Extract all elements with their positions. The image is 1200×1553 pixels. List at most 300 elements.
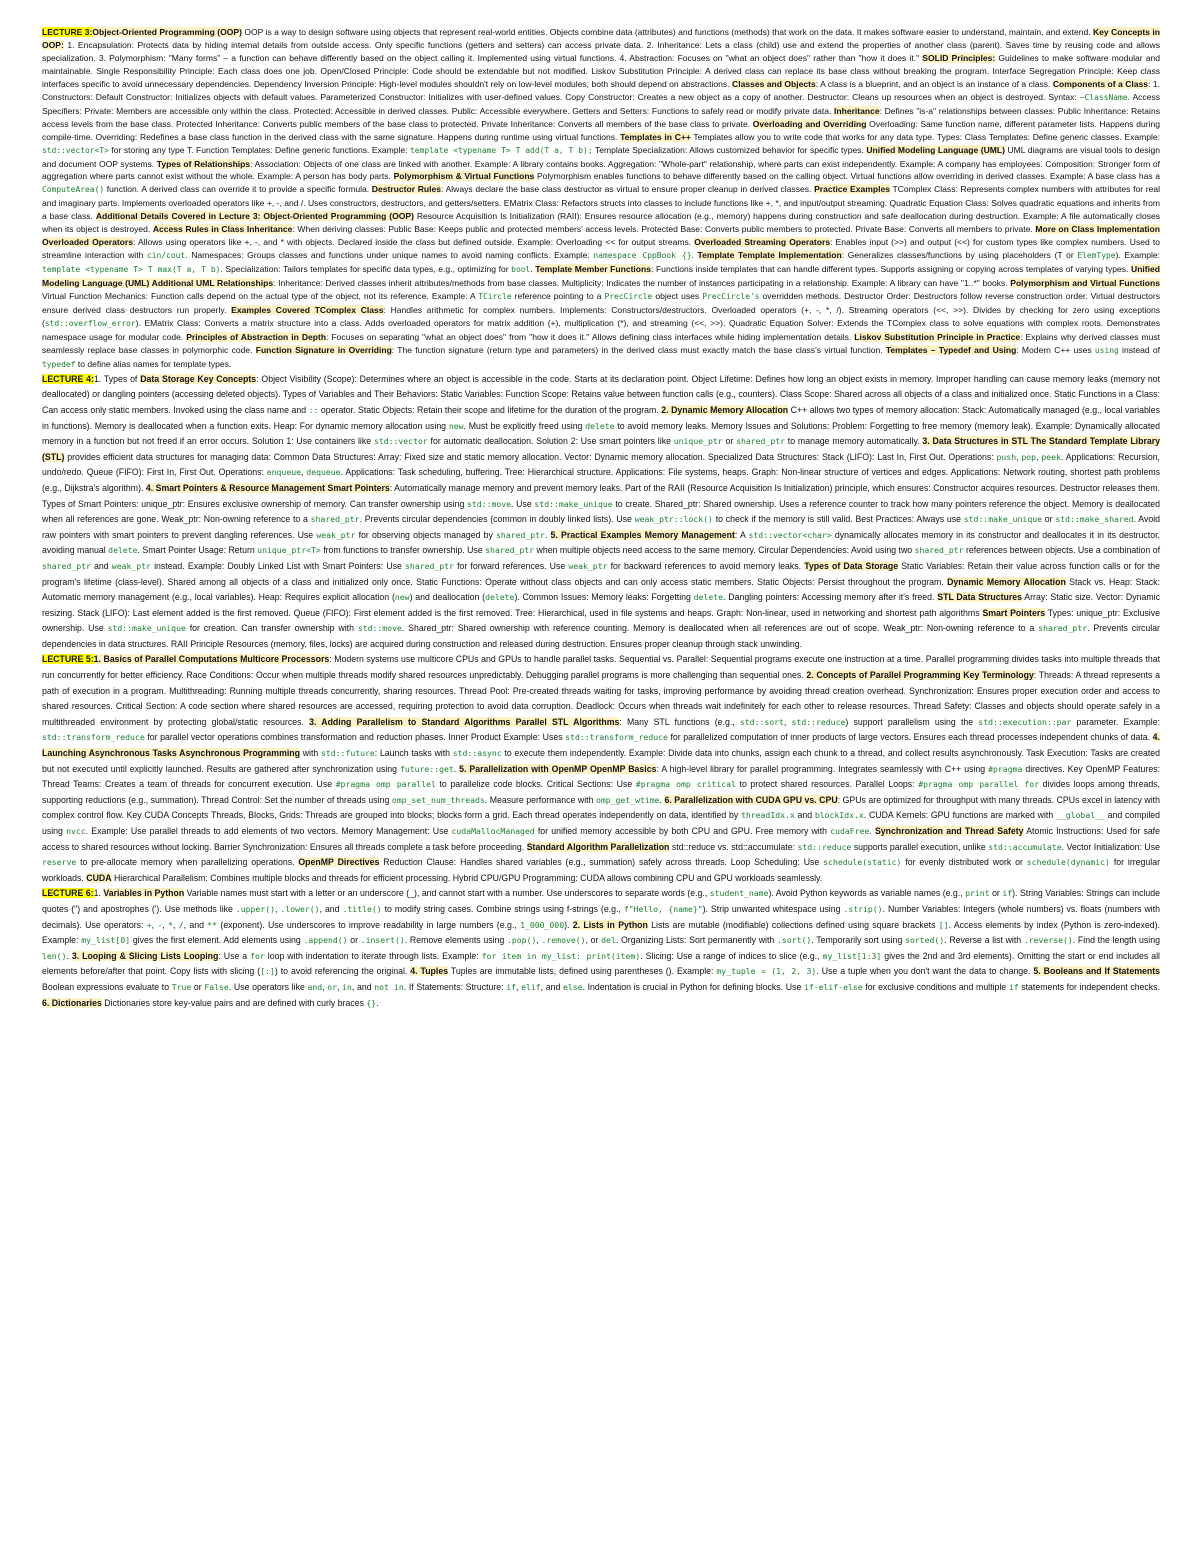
body-text: ). [564,919,573,930]
body-text: to protect shared resources. Parallel Loops: [735,779,919,790]
body-text: and [794,810,815,821]
code-snippet: std::sort [739,716,784,727]
section-heading: Unified Modeling Language (UML) Additional UML Relationships [42,264,1160,289]
code-snippet: in [342,981,352,992]
body-text: Overloading: Same function name, different parameter lists. Happens during compile-time. Overriding: Redefines a base class function in the derived class with the same signature. Happens during runtime using virtual functions. [42,118,1160,142]
section-heading: 3. Data Structures in STL The Standard Template Library (STL) [42,436,1160,462]
code-snippet: delete [693,592,724,603]
code-snippet: std::make_unique [534,498,613,509]
section-heading: Liskov Substitution Principle in Practice [854,331,1021,342]
code-snippet: shared_ptr [1038,623,1088,634]
body-text: : Association: Objects of one class are linked with another. Example: A library contains books. Aggregation: "Whole-part" relationship, where parts can exist independently. Example: A company has employees. Composition: Stronger form of aggregation where parts cannot exist without the whole. Example: A person has body parts. [42,158,1160,182]
body-text: or [347,935,361,946]
body-text: : Allows using operators like +, -, and * with objects. Declared inside the class but defined outside. Example: Overloading << for output streams. [132,237,695,248]
section-heading: Templates in C++ [620,131,691,142]
code-snippet: .upper() [235,903,275,914]
body-text: 1. [93,888,104,899]
body-text: : Modern C++ uses [1016,344,1095,355]
body-text: Variable names must start with a letter or an underscore (_), and cannot start with a number. Use underscores to separate words (e.g., [184,888,710,899]
code-snippet: threadIdx.x [740,810,795,821]
code-snippet: PrecCircle's [702,292,760,302]
code-snippet: template <typename T> T add(T a, T b); [410,145,593,155]
body-text: . Access elements by index (Python is zero-indexed). Example: [42,919,1160,946]
code-snippet: std::overflow_error [44,318,136,328]
body-text: . Dangling pointers: Accessing memory after it's freed. [723,592,938,603]
code-snippet: typedef [42,359,76,369]
code-snippet: and [307,981,323,992]
body-text: , and [351,981,375,992]
section-heading: OpenMP Directives [298,857,380,868]
section-heading: Overloaded Streaming Operators [694,237,831,248]
body-text: statements for independent checks. [1018,981,1160,992]
code-snippet: len() [42,950,67,961]
body-text: operator. Static Objects: Retain their scope and lifetime for the duration of the program. [318,404,662,415]
code-snippet: my_list[0] [81,935,131,946]
lecture-5-section [42,652,1160,886]
body-text: Lists are mutable (modifiable) collections defined using square brackets [647,919,939,930]
body-text: Hierarchical Parallelism: Combines multiple blocks and threads for efficient processing. Hybrid CPU/GPU Programming: CUDA allows combining CPU and GPU workloads seamlessly. [111,872,823,883]
body-text: to avoid memory leaks. Memory Issues and Solutions: Problem: Forgetting to free memory (memory leak). Example: Dynamically allocated memory in a function but not freed if an error occurs. Solution 1: Use containers like [42,420,1160,447]
section-heading: Dynamic Memory Allocation [947,576,1066,587]
body-text: from functions to transfer ownership. Use [320,545,486,556]
body-text: Reduction Clause: Handles shared variables (e.g., summation) safely across threads. Loop Scheduling: Use [379,857,824,868]
section-heading: 3. Looping & Slicing Lists Looping [71,950,219,961]
body-text: ). Common Issues: Memory leaks: Forgetting [514,592,694,603]
code-snippet: schedule(dynamic) [1026,857,1110,868]
body-text: gives the 2nd and 3rd elements). Omitting the start or end includes all elements before/after that point. Copy lists with slicing ( [42,950,1160,977]
code-snippet: not in [374,981,404,992]
body-text: . Example: Use parallel threads to add elements of two vectors. Memory Management: Use [85,826,452,836]
section-heading: 5. Practical Examples Memory Management [550,529,735,540]
code-snippet: bool [511,265,531,275]
body-text: Static Variables: Retain their value across function calls or for the program's lifetime (class-level). Shared among all objects of a class and initialized only once. Static Functions: Operate without class objects and can only access static members. Static Objects: Persist throughout the program. [42,560,1161,587]
section-heading: 4. Launching Asynchronous Tasks Asynchronous Programming [42,732,1160,759]
body-text: : GPUs are optimized for throughput with many threads. CPUs excel in latency with complex control flow. Key CUDA Concepts Threads, Blocks, Grids: Threads are grouped into blocks; blocks form a grid. Each thread operates independently on data, identified by [42,794,1160,821]
body-text: Types: unique_ptr: Exclusive ownership. Use [42,607,1160,634]
body-text: . Access Specifiers: Private: Members are accessible only within the class. Protected: Accessible in derived classes. Public: Accessible everywhere. Getters and Setters: Functions to safely read or modify private data. [42,91,1161,116]
section-heading: Template Member Functions [535,264,651,275]
code-snippet: if-elif-else [803,981,863,992]
section-heading: Smart Pointers [982,607,1046,618]
body-text: : A high-level library for parallel programming. Integrates seamlessly with C++ using [656,763,989,774]
body-text: ). Avoid Python keywords as variable names (e.g., [768,888,966,899]
body-text: , [1036,451,1042,462]
body-text: . Prevents circular dependencies in data structures. RAII Principle Resources (memory, files, locks) are acquired during construction and released during destruction. Ensures proper cleanup through stack unwinding. [42,623,1160,649]
body-text: : Enables input (>>) and output (<<) for custom types like complex numbers. Used to streamline interaction with [42,237,1160,261]
body-text: : Inheritance: Derived classes inherit attributes/methods from base classes. Multiplicity: Indicates the number of instances participating in a relationship. Example: A library can have "1..*" books. [273,278,1011,289]
code-snippet: .reverse() [1023,935,1073,946]
body-text: for forward references. Use [453,560,569,571]
body-text: . Use operators like [228,981,308,992]
section-heading: Variables in Python [103,888,185,899]
section-heading: Synchronization and Thread Safety [874,826,1024,836]
code-snippet: std::accumulate [988,841,1062,852]
section-heading: Template Template Implementation [697,250,842,261]
code-snippet: or [327,981,338,992]
section-heading: Types of Data Storage [804,560,899,571]
code-snippet: schedule(static) [823,857,902,868]
code-snippet: .remove() [541,935,586,946]
body-text: : Generalizes classes/functions by using placeholders (T or [841,250,1078,261]
code-snippet: delete [485,592,515,603]
section-heading: Access Rules in Class Inheritance [152,224,293,235]
body-text: to modify string cases. Combine strings using f-strings (e.g., [381,903,624,914]
section-heading: 4. Smart Pointers & Resource Management Smart Pointers [145,482,390,493]
section-heading: 1. Basics of Parallel Computations Multicore Processors [93,654,330,665]
body-text: ) and deallocation ( [409,592,486,603]
code-snippet: namespace CppBook {} [593,251,692,261]
section-heading: 2. Lists in Python [572,919,648,930]
code-snippet: PrecCircle [604,292,653,302]
code-snippet: using [1094,345,1119,355]
body-text: object uses [652,291,703,302]
code-snippet: std::vector<T> [42,145,109,155]
code-snippet: if [506,981,517,992]
body-text: UML diagrams are visual tools to design and document OOP systems. [42,144,1160,169]
body-text: gives the first element. Add elements using [130,935,304,946]
code-snippet: peek [1041,451,1061,462]
code-snippet: :: [308,404,319,415]
code-snippet: sorted() [905,935,945,946]
code-snippet: .insert() [360,935,405,946]
body-text: . Temporarily sort using [811,935,906,946]
body-text: instead. Example: Doubly Linked List with Smart Pointers: Use [150,560,406,571]
section-heading: 5. Parallelization with OpenMP OpenMP Basics [459,763,657,774]
code-snippet: nvcc [66,826,86,836]
body-text: Polymorphism enables functions to behave differently based on the calling object. Virtual functions allow overriding in derived classes. Example: A base class has a [534,171,1160,182]
body-text: or [191,981,205,992]
section-heading: Key Concepts in OOP: [42,27,1160,50]
section-heading: 6. Parallelization with CUDA GPU vs. CPU [664,794,838,805]
section-heading: Data Storage Key Concepts [140,373,257,384]
body-text: , [536,935,542,946]
code-snippet: cudaMallocManaged [451,826,535,836]
body-text: , [151,919,158,930]
code-snippet: std::make_shared [1055,514,1134,525]
body-text: directives. Key OpenMP Features: Thread Teams: Creates a team of threads for concurrent execution. Use [42,763,1160,790]
section-heading: Types of Relationships [156,158,251,169]
section-heading: Practice Examples [814,184,890,195]
code-snippet: / [178,919,184,930]
code-snippet: TCircle [478,292,512,302]
lecture-label: LECTURE 4: [42,373,94,384]
code-snippet: shared_ptr [405,560,454,571]
code-snippet: push [996,451,1017,462]
code-snippet: std::future [320,748,375,759]
code-snippet: - [157,919,163,930]
body-text: Resource Acquisition Is Initialization (RAII): Ensures resource allocation (e.g., memory) happens during construction and safe deallocation during destruction. Example: A file automatically closes when its object is destroyed. [42,211,1160,235]
body-text: , [275,903,281,914]
body-text: OOP is a way to design software using objects that represent real-world entities. Objects combine data (attributes) and functions (methods) that work on the data. It makes software easier to understand, maintain, and extend. [241,27,1093,37]
body-text: Dictionaries store key-value pairs and are defined with curly braces [101,997,367,1008]
body-text: . [376,997,379,1008]
body-text: C++ allows two types of memory allocation: Stack: Automatically managed (e.g., local variables in functions). Memory is deallocated when a function exits. Heap: For dynamic memory allocation using [42,404,1160,431]
body-text: . [869,826,875,836]
code-snippet: if [1002,888,1013,899]
body-text: Atomic Instructions: Used for safe access to shared resources without locking. Barrier Synchronization: Ensures all threads complete a task before proceeding. [42,826,1160,852]
code-snippet: std::async [452,748,502,759]
code-snippet: if [1008,981,1019,992]
body-text: , [162,919,169,930]
code-snippet: #pragma omp parallel for [918,779,1040,790]
body-text: , [322,981,328,992]
code-snippet: cin/cout [146,251,186,261]
body-text: . Find the length using [1072,935,1160,946]
code-snippet: del [601,935,616,946]
body-text: . Use [511,498,535,509]
body-text: . Indentation is crucial in Python for defining blocks. Use [582,981,804,992]
body-text: , [301,467,307,478]
lecture-4-section [42,372,1160,653]
code-snippet: True [171,981,192,992]
body-text: . Measure performance with [484,794,596,805]
body-text: , [172,919,179,930]
body-text: : Focuses on separating "what an object does" from "how it does it." Allows defining class interfaces while hiding implementation details. [326,331,855,342]
body-text: ). String Variables: Strings can include quotes (") and apostrophes ('). Use methods like [42,888,1161,914]
code-snippet: False [204,981,229,992]
section-heading: STL Data Structures [937,592,1022,603]
body-text: 1. Types of [93,373,141,384]
code-snippet: weak_ptr [316,529,356,540]
section-heading: Templates – Typedef and Using [885,344,1017,355]
body-text: for unified memory accessible by both CPU and GPU. Free memory with [534,826,831,836]
code-snippet: delete [585,420,615,431]
section-heading: Standard Algorithm Parallelization [526,841,670,852]
code-snippet: std::make_unique [963,514,1043,525]
body-text: , and [183,919,208,930]
code-snippet: + [146,919,152,930]
code-snippet: student_name [709,888,769,899]
body-text: Guidelines to make software modular and maintainable. Single Responsibility Principle: Each class does one job. Open/Closed Principle: Code should be extendable but not modified. Liskov Substitution Principle: A derived class can replace its base class without breaking the program. Interface Segregation Principle: Keep class interfaces specific to avoid unnecessary dependencies. Dependency Inversion Principle: High-level modules shouldn't rely on low-level modules; both should depend on abstractions. [42,52,1160,89]
body-text: : Defines "is-a" relationships between classes: Public Inheritance: Retains access levels from the base class. Protected Inheritance: Converts public members of the base class to protected. Private Inheritance: Converts all members of the base class to private. [42,105,1160,129]
code-snippet: #pragma [988,763,1023,774]
code-snippet: .strip() [843,903,883,914]
body-text: , [783,716,792,727]
code-snippet: print [965,888,990,899]
code-snippet: blockIdx.x [814,810,864,821]
body-text: . [659,794,665,805]
body-text: : A [734,529,749,540]
code-snippet: future::get [399,763,454,774]
body-text: . [453,763,460,774]
section-heading: Classes and Objects [732,78,816,89]
code-snippet: std::execution::par [978,716,1072,727]
code-snippet: enqueue [266,467,301,478]
body-text: dynamically allocates memory in its constructor and deallocates it in its destructor, avoiding manual [42,529,1160,556]
code-snippet: .pop() [507,935,537,946]
body-text: : Handles arithmetic for complex numbers. Implements: Constructors/destructors. Overloaded operators (+, -, *, /). Streaming operators (<<, >>). Divides by checking for zero using exceptions ( [42,305,1160,328]
code-snippet: ComputeArea() [42,185,105,195]
section-heading: Destructor Rules [371,184,441,195]
body-text: for exclusive conditions and multiple [862,981,1009,992]
section-heading: 6. Dictionaries [42,997,102,1008]
code-snippet: #pragma omp parallel [335,779,436,790]
code-snippet: std::move [467,498,512,509]
body-text: , and [540,981,563,992]
body-text: . [691,250,698,261]
body-text: ) support parallelism using the [845,716,979,727]
section-heading: 5. Booleans and If Statements [1033,966,1160,977]
code-snippet: {} [366,997,377,1008]
body-text: for parallelized computation of inner products of large vectors. Ensures each thread processes independent chunks of data. [667,732,1153,743]
body-text: , [1016,451,1022,462]
body-text: and [90,560,112,571]
body-text: Templates allow you to write code that works for any data type. Types: Class Templates: Define generic classes. Example: [690,131,1161,142]
body-text: : Use a [218,950,251,961]
body-text: : Automatically manage memory and prevent memory leaks. Part of the RAII (Resource Acquisition Is Initialization) principle, which ensures: Constructor acquires resources. Destructor releases them. Types of Smart Pointers: unique_ptr: Ensures exclusive ownership of memory. Can transfer ownership using [42,482,1160,509]
code-snippet: std::move [357,623,402,634]
body-text: . Shared_ptr: Shared ownership with reference counting. Memory is deallocated when all references are out of scope. Weak_ptr: Non-owning reference to a [401,623,1039,634]
body-text: . If Statements: Structure: [403,981,507,992]
code-snippet: new [448,420,464,431]
body-text: . Smart Pointer Usage: Return [137,545,258,556]
body-text: to parallelize code blocks. Critical Sections: Use [435,779,636,790]
body-text: (exponent). Use underscores to improve readability in large numbers (e.g., [217,919,521,930]
section-heading: Examples Covered TComplex Class [231,305,384,316]
body-text: to create. Shared_ptr: Shared ownership. Uses a reference counter to track how many pointers reference the object. Memory is deallocated when all references are gone. Weak_ptr: Non-owning reference to a [42,498,1160,525]
code-snippet: pop [1021,451,1037,462]
body-text: for backward references to avoid memory leaks. [607,560,805,571]
code-snippet: my_tuple = (1, 2, 3) [716,966,817,977]
code-snippet: weak_ptr [111,560,151,571]
code-snippet: shared_ptr [485,545,535,556]
code-snippet: else [562,981,583,992]
body-text: divides loops among threads, supporting reductions (e.g., summation). Thread Control: Set the number of threads using [42,779,1160,805]
body-text: for creation. Can transfer ownership with [185,623,358,634]
code-snippet: new [394,592,410,603]
body-text: ). Example: [1115,250,1161,261]
section-heading: Inheritance [834,105,880,116]
body-text: to define alias names for template types. [75,358,232,369]
body-text: ). Strip unwanted whitespace using [702,903,844,914]
code-snippet: f"Hello, {name}" [623,903,703,914]
body-text: . Remove elements using [404,935,507,946]
section-heading: Polymorphism and Virtual Functions [1010,278,1160,289]
section-heading: Overloading and Overriding [752,118,867,129]
body-text: . Vector Initialization: Use [1061,841,1160,852]
code-snippet: template <typename T> T max(T a, T b) [42,265,221,275]
body-text: when multiple objects need access to the same memory. Circular Dependencies: Avoid using two [534,545,915,556]
code-snippet: weak_ptr [568,560,608,571]
body-text: loop with indentation to iterate through lists. Example: [264,950,482,961]
body-text: for parallel vector operations combines transformation and reduction phases. Inner Product Example: Uses [144,732,566,743]
body-text: , [516,981,522,992]
body-text: . Reverse a list with [944,935,1024,946]
body-text: reference pointing to a [511,291,605,302]
body-text: : When deriving classes: Public Base: Keeps public and protected members' access levels. Protected Base: Converts public members to protected. Private Base: Converts all members to private. [292,224,1036,235]
body-text: , or [585,935,602,946]
code-snippet: [] [938,919,949,930]
body-text: : Object Visibility (Scope): Determines where an object is accessible in the code. Starts at its declaration point. Object Lifetime: Defines how long an object exists in memory. Improper handling can cause memory leaks (memory not deallocated) or dangling pointers (accessing deleted objects). Types of Variables and Their Behaviors: Static Variables: Function Scope: Retains value between function calls (e.g., counters). Class Scope: Shared across all objects of a class and initialized once. Static Functions in a Class: Can access only static members. Invoked using the class name and [42,373,1161,415]
code-snippet: std::reduce [797,841,852,852]
body-text: or [722,436,737,447]
body-text: : Functions inside templates that can handle different types. Supports assigning or copying across templates of varying types. [650,264,1132,275]
body-text: and compiled using [42,810,1160,836]
body-text: std::reduce vs. std::accumulate: [669,841,798,852]
code-snippet: unique_ptr<T> [257,545,321,556]
section-heading: Principles of Abstraction in Depth [186,331,327,342]
body-text: : Explains why derived classes must seamlessly replace base classes in polymorphic code. [42,331,1160,355]
body-text: or [989,888,1003,899]
section-heading: Components of a Class [1052,78,1149,89]
body-text: : The function signature (return type and parameters) in the derived class must exactly match the base class's virtual function. [391,344,886,355]
code-snippet: omp_set_num_threads [391,794,485,805]
body-text: , and [319,903,343,914]
body-text: to check if the memory is still valid. Best Practices: Always use [712,514,964,525]
code-snippet: 1_000_000 [520,919,565,930]
code-snippet: unique_ptr [673,436,723,447]
code-snippet: ~ClassName [1079,92,1128,102]
body-text: : A class is a blueprint, and an object is an instance of a class. [815,78,1053,89]
code-snippet: my_list[1:3] [822,950,882,961]
body-text: Template Specialization: Allows customized behavior for specific types. [592,144,867,155]
body-text: function. A derived class can override it to provide a specific formula. [104,184,372,195]
body-text: . CUDA Kernels: GPU functions are marked with [863,810,1056,821]
body-text: , [337,981,343,992]
code-snippet: .lower() [280,903,320,914]
lecture-3-section [42,26,1160,372]
code-snippet: dequeue [306,467,341,478]
section-heading: 3. Adding Parallelism to Standard Algorithms Parallel STL Algorithms [309,716,620,727]
code-snippet: shared_ptr [736,436,785,447]
body-text: . [544,529,551,540]
code-snippet: #pragma omp critical [635,779,736,790]
body-text: . Applications: Task scheduling, buffering. Tree: Hierarchical structure. Applications: File systems, heaps. Graph: Non-linear structure of vertices and edges. Applications: Network routing, shortest path problems (e.g., Dijkstra's algorithm). [42,467,1160,493]
body-text: or [1042,514,1056,525]
code-snippet: reserve [42,857,77,868]
body-text: . Avoid raw pointers with smart pointers to prevent dangling references. Use [42,514,1161,540]
code-snippet: .title() [342,903,382,914]
body-text: . [66,950,72,961]
body-text: . Namespaces: Groups classes and functions under unique names to avoid naming conflicts. Example: [185,250,594,261]
section-heading: 4. Tuples [410,966,449,977]
body-text: . Slicing: Use a range of indices to slice (e.g., [640,950,823,961]
body-text: . Applications: Recursion, undo/redo. Queue (FIFO): First In, First Out. Operations: [42,451,1160,478]
body-text: for irregular workloads. [42,857,1160,883]
body-text: Tuples are immutable lists, defined using parentheses (). Example: [448,966,717,977]
body-text: overridden methods. Destructor Order: Destructors follow reverse construction order. Virtual destructors ensure derived class destructors run properly. [42,291,1160,316]
body-text: ). EMatrix Class: Converts a matrix structure into a class. Adds overloaded operators for matrix addition (+), multiplication (*), and streaming (<<, >>). Quadratic Equation Solver: Extends the TComplex class to solve equations with complex roots. Demonstrates namespace usage for modular code. [42,317,1160,342]
section-heading: Unified Modeling Language (UML) [866,144,1005,155]
body-text: with [300,748,321,759]
code-snippet: std::vector [373,436,428,447]
body-text: for automatic deallocation. Solution 2: Use smart pointers like [427,436,674,447]
section-heading: More on Class Implementation Overloaded Operators [42,224,1160,248]
code-snippet: .sort() [777,935,812,946]
code-snippet: for item in my_list: print(item) [481,950,641,961]
body-text: : Threads: A thread represents a path of execution in a program. Multithreading: Running multiple threads concurrently, sharing resources. Thread Pool: Pre-created threads waiting for tasks, improving performance by avoiding thread creation overhead. Synchronization: Ensures proper execution order and access to shared resources. Critical Section: A code section where shared resources are accessed, requiring protection to avoid data corruption. Deadlock: Occurs when threads wait indefinitely for each other to release resources. Thread Safety: Classes and objects should operate safely in a multithreaded environment by protecting global/static resources. [42,670,1160,727]
body-text: : 1. Constructors: Default Constructor: Initializes objects with default values. Parameterized Constructor: Initializes with user-defined values. Copy Constructor: Creates a new object as a copy of another. Destructor: Cleans up resources when an object is destroyed. Syntax: [42,78,1161,102]
code-snippet: shared_ptr [496,529,545,540]
body-text: to manage memory automatically. [785,436,923,447]
section-heading: 2. Dynamic Memory Allocation [661,404,789,415]
body-text: . Specialization: Tailors templates for specific data types, e.g., optimizing for [220,264,512,275]
code-snippet: [:] [260,966,275,977]
code-snippet: cudaFree [830,826,870,836]
body-text: . Use a tuple when you don't want the data to change. [816,966,1034,977]
code-snippet: std::transform_reduce [565,732,668,743]
lecture-6-section [42,886,1160,1011]
body-text: TComplex Class: Represents complex numbers with attributes for real and imaginary parts. Implements overloaded operators like +, -, and /. Uses constructors, destructors, and getters/setters. EMatrix Class: Refactors structs into classes to include functions like +, *, and input/output streaming. Quadratic Equation Class: Solves quadratic equations and inherits from a base class. [42,184,1160,222]
body-text: Virtual Function Mechanics: Function calls depend on the actual type of the object, not its reference. Example: A [42,291,479,302]
body-text: : Launch tasks with [374,748,453,759]
body-text: Stack vs. Heap: Stack: Automatic memory management (e.g., local variables). Heap: Requires explicit allocation ( [42,576,1160,603]
section-heading: Object-Oriented Programming (OOP) [92,27,242,37]
code-snippet: shared_ptr [42,560,91,571]
code-snippet: * [168,919,173,930]
code-snippet: std::transform_reduce [42,732,145,743]
code-snippet: std::vector<char> [748,529,832,540]
